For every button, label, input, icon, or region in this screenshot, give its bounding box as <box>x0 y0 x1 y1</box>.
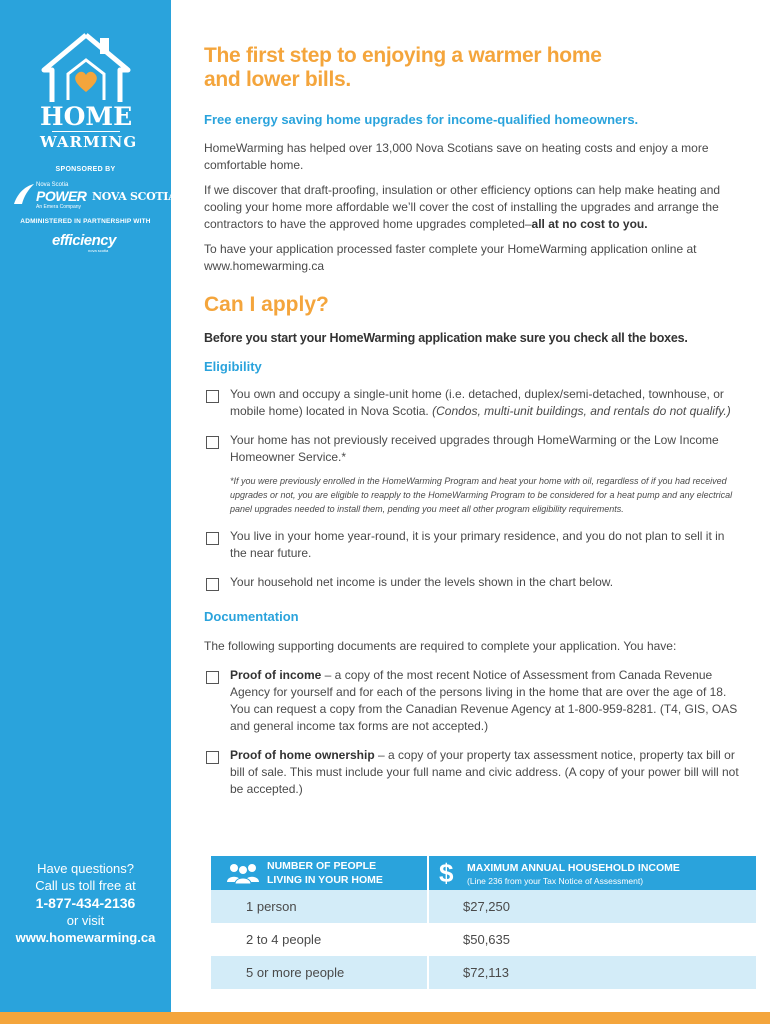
eligibility-title: Eligibility <box>204 359 262 374</box>
efficiency-ns-logo: efficiency <box>52 232 116 249</box>
income-table <box>211 856 756 989</box>
header-income <box>467 862 747 888</box>
table-header <box>211 856 756 890</box>
contact-question: Have questions? <box>37 861 134 876</box>
contact-info <box>0 860 171 946</box>
checkbox[interactable] <box>206 436 219 449</box>
eligibility-italic-text: (Condos, multi-unit buildings, and rentals do not qualify.) <box>432 404 731 418</box>
logo-divider <box>52 131 120 132</box>
people-cell: 1 person <box>246 899 297 914</box>
eligibility-text: You own and occupy a single-unit home (i.e. detached, duplex/semi-detached, townhouse, or mobile home) located in Nova Scotia. <box>230 387 724 418</box>
page-title <box>204 44 740 92</box>
row-divider <box>427 956 429 989</box>
intro-paragraph-2 <box>204 182 740 233</box>
header-divider <box>427 856 429 890</box>
documentation-item-ownership <box>204 747 740 798</box>
contact-call-label: Call us toll free at <box>35 878 136 893</box>
people-cell: 5 or more people <box>246 965 345 980</box>
eligibility-item-previous-upgrades <box>204 432 740 466</box>
intro-paragraph-1: HomeWarming has helped over 13,000 Nova Scotians save on heating costs and enjoy a more comfortable home. <box>204 141 709 172</box>
contact-or-visit: or visit <box>66 913 105 928</box>
header-people <box>267 859 417 887</box>
checkbox[interactable] <box>206 751 219 764</box>
ns-power-text: POWER <box>36 188 87 204</box>
documentation-title: Documentation <box>204 609 299 624</box>
house-logo-icon <box>38 32 134 104</box>
table-row <box>211 956 756 989</box>
dollar-icon: $ <box>439 858 454 888</box>
header-income-sub: (Line 236 from your Tax Notice of Assessment) <box>467 876 644 886</box>
documentation-bold-text: Proof of home ownership <box>230 748 375 762</box>
main-content <box>204 44 740 798</box>
eligibility-text: Your household net income is under the levels shown in the chart below. <box>230 575 614 589</box>
eligibility-item-ownership <box>204 386 740 420</box>
title-line-2: and lower bills. <box>204 68 351 91</box>
intro-paragraph-3: To have your application processed faster complete your HomeWarming application online at www.homewarming.ca <box>204 242 697 273</box>
eligibility-text: You live in your home year-round, it is your primary residence, and you do not plan to sell it in the near future. <box>230 529 725 560</box>
ns-power-swoosh-icon <box>12 182 36 208</box>
people-cell: 2 to 4 people <box>246 932 322 947</box>
documentation-lead: The following supporting documents are required to complete your application. You have: <box>204 639 677 653</box>
header-people-line-1: NUMBER OF PEOPLE <box>267 860 377 872</box>
logo-home-text: HOME <box>40 102 133 131</box>
administered-label: ADMINISTERED IN PARTNERSHIP WITH <box>20 218 151 225</box>
checkbox[interactable] <box>206 578 219 591</box>
ns-power-small-text: Nova Scotia <box>36 182 69 188</box>
table-row <box>211 923 756 956</box>
contact-website-link[interactable]: www.homewarming.ca <box>15 930 156 945</box>
eligibility-text: Your home has not previously received upgrades through HomeWarming or the Low Income Homeowner Service.* <box>230 433 719 464</box>
efficiency-ns-sub: nova scotia <box>88 248 109 253</box>
table-row <box>211 890 756 923</box>
income-cell: $27,250 <box>463 899 510 914</box>
eligibility-item-income <box>204 574 740 591</box>
p2-text: If we discover that draft-proofing, insulation or other efficiency options can help make heating and cooling your home more affordable we’ll cover the cost of installing the upgrades and arrange the contractors to have the approved home upgrades completed– <box>204 183 721 231</box>
p2-bold-text: all at no cost to you. <box>531 217 648 231</box>
documentation-bold-text: Proof of income <box>230 668 322 682</box>
title-line-1: The first step to enjoying a warmer home <box>204 44 602 67</box>
documentation-text: – a copy of the most recent Notice of Assessment from Canada Revenue Agency for yourself and for each of the persons living in the home that are over the age of 18. You can request a copy from the Canadian Revenue Agency at 1-800-959-8281. (T4, GIS, OAS and general income tax forms are not accepted.) <box>230 668 738 733</box>
nova-scotia-logo: NOVA SCOTIA <box>92 190 177 203</box>
income-cell: $50,635 <box>463 932 510 947</box>
income-cell: $72,113 <box>463 965 510 980</box>
logo-warming-text: WARMING <box>40 133 138 151</box>
row-divider <box>427 890 429 923</box>
header-people-line-2: LIVING IN YOUR HOME <box>267 874 383 886</box>
intro-subhead: Free energy saving home upgrades for income-qualified homeowners. <box>204 112 639 127</box>
checkbox[interactable] <box>206 532 219 545</box>
checkbox[interactable] <box>206 390 219 403</box>
checkbox[interactable] <box>206 671 219 684</box>
documentation-item-income <box>204 667 740 735</box>
ns-power-emera-text: An Emera Company <box>36 204 82 210</box>
header-income-title: MAXIMUM ANNUAL HOUSEHOLD INCOME <box>467 862 680 874</box>
documentation-text: – a copy of your property tax assessment notice, property tax bill or bill of sale. This must include your full name and civic address. (A copy of your power bill will not be accepted.) <box>230 748 739 796</box>
sidebar <box>0 0 177 1024</box>
bottom-accent-bar <box>0 1012 770 1024</box>
eligibility-item-residence <box>204 528 740 562</box>
contact-phone[interactable]: 1-877-434-2136 <box>35 895 136 911</box>
people-icon <box>225 862 261 884</box>
eligibility-footnote: *If you were previously enrolled in the HomeWarming Program and heat your home with oil, regardless of if you had received upgrades or not, you are eligible to reapply to the HomeWarming Program to be considered for a heat pump and any electrical panel upgrades needed to install them, pending you meet all other program eligibility requirements. <box>230 476 733 514</box>
apply-lead: Before you start your HomeWarming application make sure you check all the boxes. <box>204 331 688 345</box>
sponsored-by-label: SPONSORED BY <box>55 166 116 173</box>
can-i-apply-title: Can I apply? <box>204 293 329 316</box>
